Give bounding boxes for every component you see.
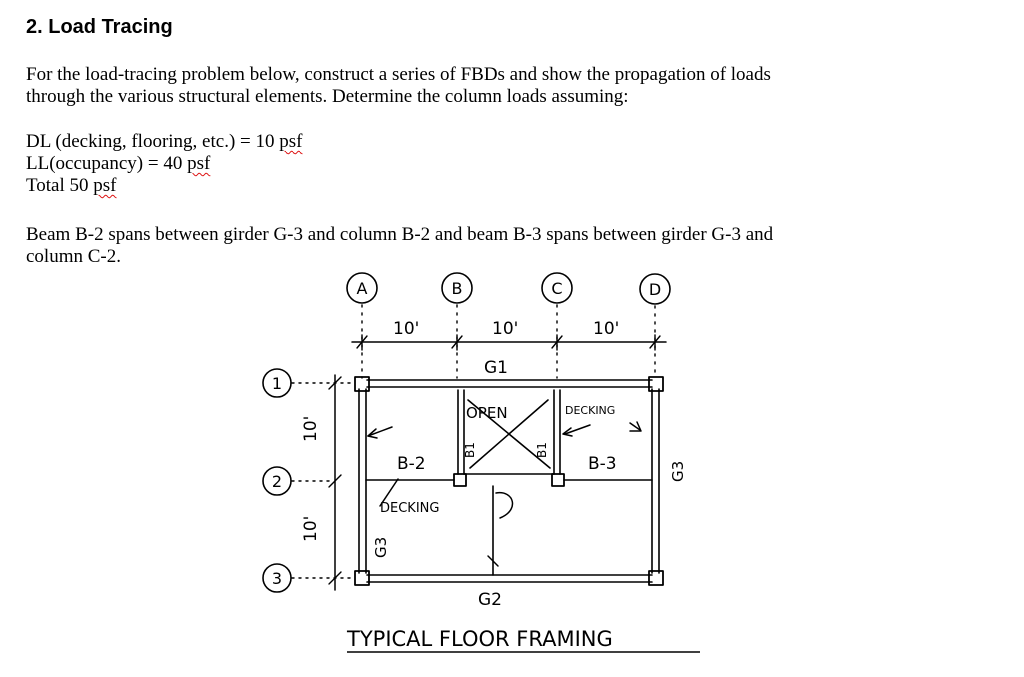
dim-left-23: 10' bbox=[301, 515, 321, 542]
dead-load-text: DL (decking, flooring, etc.) = 10 bbox=[26, 131, 280, 152]
label-g3-left: G3 bbox=[372, 536, 390, 558]
interior-columns bbox=[454, 474, 564, 486]
figure-caption: TYPICAL FLOOR FRAMING bbox=[347, 627, 613, 651]
label-decking-bottom: DECKING bbox=[380, 501, 440, 516]
label-b3: B-3 bbox=[588, 454, 617, 474]
intro-line-2: through the various structural elements. Determine the column loads assuming: bbox=[26, 86, 629, 107]
decking-arrows bbox=[368, 422, 641, 566]
dim-top-cd: 10' bbox=[593, 319, 620, 339]
grid-label-1: 1 bbox=[271, 374, 283, 393]
grid-label-a: A bbox=[356, 279, 368, 298]
beam-line-1: Beam B-2 spans between girder G-3 and column B-2 and beam B-3 spans between girder G-3 and bbox=[26, 224, 774, 245]
dim-top-ab: 10' bbox=[393, 319, 420, 339]
label-decking-top: DECKING bbox=[565, 404, 616, 417]
total-load-unit: psf bbox=[93, 175, 117, 196]
label-b1-left: B1 bbox=[463, 442, 477, 458]
grid-label-d: D bbox=[648, 280, 662, 299]
label-b1-right: B1 bbox=[535, 442, 549, 458]
dim-left-12: 10' bbox=[301, 415, 321, 442]
live-load-text: LL(occupancy) = 40 bbox=[26, 153, 188, 174]
grid-label-2: 2 bbox=[271, 472, 283, 491]
label-g2: G2 bbox=[478, 590, 502, 610]
label-g3-right: G3 bbox=[669, 460, 687, 482]
live-load-unit: psf bbox=[187, 153, 211, 174]
beam-line-2: column C-2. bbox=[26, 246, 121, 267]
grid-label-c: C bbox=[551, 279, 563, 298]
label-b2: B-2 bbox=[397, 454, 426, 474]
open-bay-framing bbox=[458, 390, 560, 474]
total-load-text: Total 50 bbox=[26, 175, 94, 196]
dead-load-unit: psf bbox=[279, 131, 303, 152]
corner-columns bbox=[355, 377, 663, 585]
intro-line-1: For the load-tracing problem below, construct a series of FBDs and show the propagation of loads bbox=[26, 64, 771, 85]
problem-heading: 2. Load Tracing bbox=[26, 16, 173, 38]
grid-label-3: 3 bbox=[271, 569, 283, 588]
label-open: OPEN bbox=[466, 404, 508, 422]
horizontal-grid-lines bbox=[292, 383, 352, 578]
grid-label-b: B bbox=[451, 279, 463, 298]
dim-top-bc: 10' bbox=[492, 319, 519, 339]
label-g1: G1 bbox=[484, 358, 508, 378]
